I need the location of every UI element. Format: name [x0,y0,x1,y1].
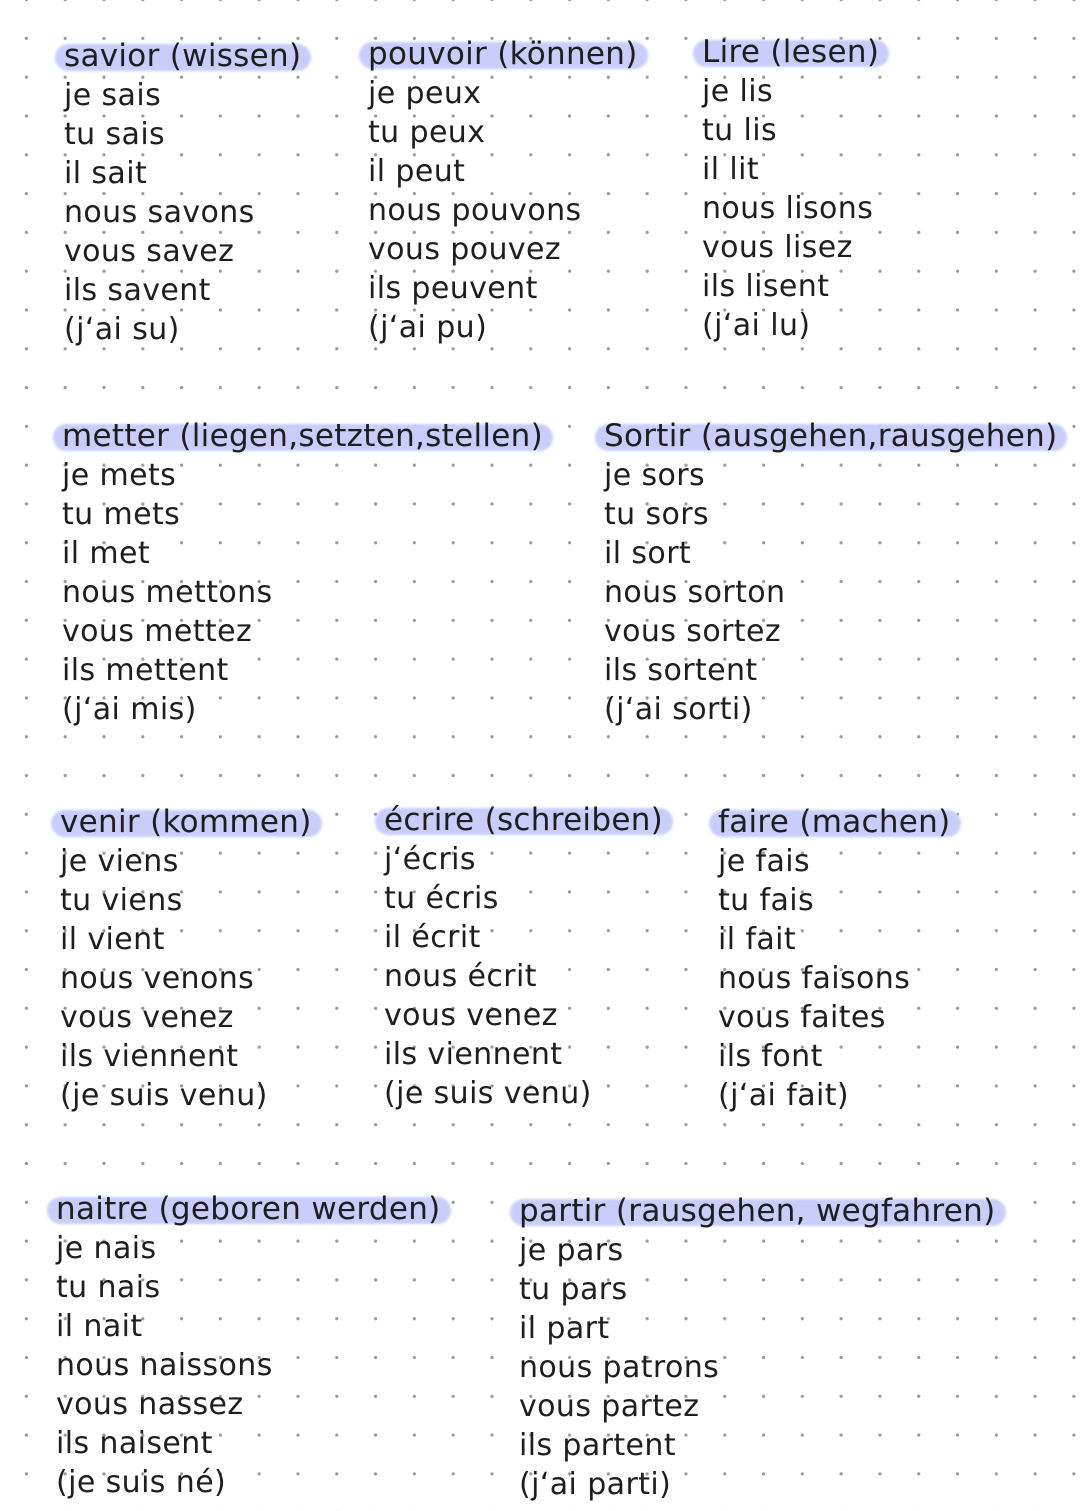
verb-title: Sortir (ausgehen,rausgehen) [604,418,1058,454]
conjugation-list [56,1229,441,1502]
conjugation-nous: nous sorton [604,575,786,610]
conjugation-list [368,74,638,347]
verb-block-venir [60,803,312,1115]
conjugation-list [702,72,879,345]
verb-title: naitre (geboren werden) [56,1191,441,1227]
conjugation-je: je peux [368,76,482,111]
conjugation-nous: nous pouvons [368,193,582,228]
conjugation-passe-compose: (j‘ai fait) [718,1078,849,1113]
verb-block-pouvoir [368,35,638,347]
verb-title: pouvoir (können) [368,36,638,72]
conjugation-list [519,1231,996,1504]
conjugation-vous: vous venez [60,1000,234,1035]
conjugation-nous: nous patrons [519,1350,720,1385]
conjugation-nous: nous écrit [384,959,537,994]
conjugation-je: je mets [62,458,177,493]
conjugation-il: il sait [64,156,148,191]
conjugation-passe-compose: (j‘ai lu) [702,308,811,343]
conjugation-passe-compose: (j‘ai pu) [368,310,488,345]
verb-block-partir [519,1192,996,1504]
conjugation-ils: ils viennent [60,1039,239,1074]
conjugation-ils: ils naisent [56,1426,213,1461]
conjugation-vous: vous mettez [62,614,253,649]
conjugation-nous: nous lisons [702,191,874,226]
verb-title: savior (wissen) [64,38,302,74]
conjugation-je: je pars [519,1233,624,1268]
conjugation-vous: vous lisez [702,230,853,265]
conjugation-ils: ils sortent [604,653,758,688]
verb-title: metter (liegen,setzten,stellen) [62,418,543,454]
conjugation-je: je sais [64,78,162,113]
conjugation-il: il sort [604,536,692,571]
conjugation-vous: vous partez [519,1389,700,1424]
conjugation-vous: vous pouvez [368,232,562,267]
verb-block-savoir [64,37,301,349]
conjugation-il: il lit [702,152,760,187]
conjugation-vous: vous sortez [604,614,781,649]
conjugation-vous: vous savez [64,234,235,269]
conjugation-tu: tu sais [64,117,166,152]
conjugation-tu: tu lis [702,113,778,148]
conjugation-list [384,840,663,1113]
conjugation-il: il nait [56,1309,143,1344]
verb-title: faire (machen) [718,804,951,840]
conjugation-passe-compose: (j‘ai mis) [62,692,197,727]
conjugation-ils: ils peuvent [368,271,538,306]
conjugation-tu: tu viens [60,883,183,918]
conjugation-ils: ils savent [64,273,211,308]
conjugation-il: il part [519,1311,610,1346]
verb-title: écrire (schreiben) [384,802,664,838]
conjugation-vous: vous nassez [56,1387,244,1422]
conjugation-ils: ils partent [519,1428,676,1463]
conjugation-il: il peut [368,154,466,189]
conjugation-ils: ils viennent [384,1037,563,1072]
conjugation-il: il fait [718,922,797,957]
verb-title: Lire (lesen) [702,34,880,70]
conjugation-tu: tu fais [718,883,815,918]
conjugation-nous: nous faisons [718,961,911,996]
conjugation-passe-compose: (je suis venu) [384,1076,592,1111]
conjugation-passe-compose: (je suis né) [56,1465,227,1500]
conjugation-vous: vous venez [384,998,558,1033]
conjugation-ils: ils mettent [62,653,229,688]
verb-block-faire [718,803,951,1115]
conjugation-nous: nous venons [60,961,255,996]
conjugation-je: j‘écris [384,842,476,877]
conjugation-tu: tu pars [519,1272,628,1307]
conjugation-tu: tu nais [56,1270,161,1305]
conjugation-je: je viens [60,844,179,879]
conjugation-nous: nous mettons [62,575,273,610]
conjugation-tu: tu mets [62,497,181,532]
verb-title: venir (kommen) [60,804,312,840]
conjugation-je: je nais [56,1231,157,1266]
conjugation-il: il écrit [384,920,481,955]
conjugation-il: il vient [60,922,165,957]
conjugation-je: je lis [702,74,774,109]
conjugation-list [604,456,1057,729]
conjugation-list [60,842,312,1115]
conjugation-tu: tu peux [368,115,486,150]
conjugation-je: je fais [718,844,811,879]
conjugation-nous: nous naissons [56,1348,273,1383]
conjugation-list [64,76,301,349]
verb-block-mettre [62,417,543,729]
conjugation-il: il met [62,536,151,571]
verb-block-ecrire [384,801,663,1113]
conjugation-passe-compose: (j‘ai parti) [519,1467,672,1502]
conjugation-je: je sors [604,458,706,493]
conjugation-ils: ils font [718,1039,823,1074]
conjugation-list [718,842,951,1115]
verb-block-naitre [56,1190,441,1502]
conjugation-passe-compose: (je suis venu) [60,1078,268,1113]
conjugation-passe-compose: (j‘ai sorti) [604,692,753,727]
conjugation-passe-compose: (j‘ai su) [64,312,180,347]
verb-block-sortir [604,417,1057,729]
conjugation-nous: nous savons [64,195,255,230]
conjugation-ils: ils lisent [702,269,830,304]
verb-block-lire [702,33,879,345]
verb-title: partir (rausgehen, wegfahren) [519,1193,996,1229]
conjugation-vous: vous faites [718,1000,886,1035]
conjugation-list [62,456,543,729]
conjugation-tu: tu écris [384,881,499,916]
conjugation-tu: tu sors [604,497,710,532]
